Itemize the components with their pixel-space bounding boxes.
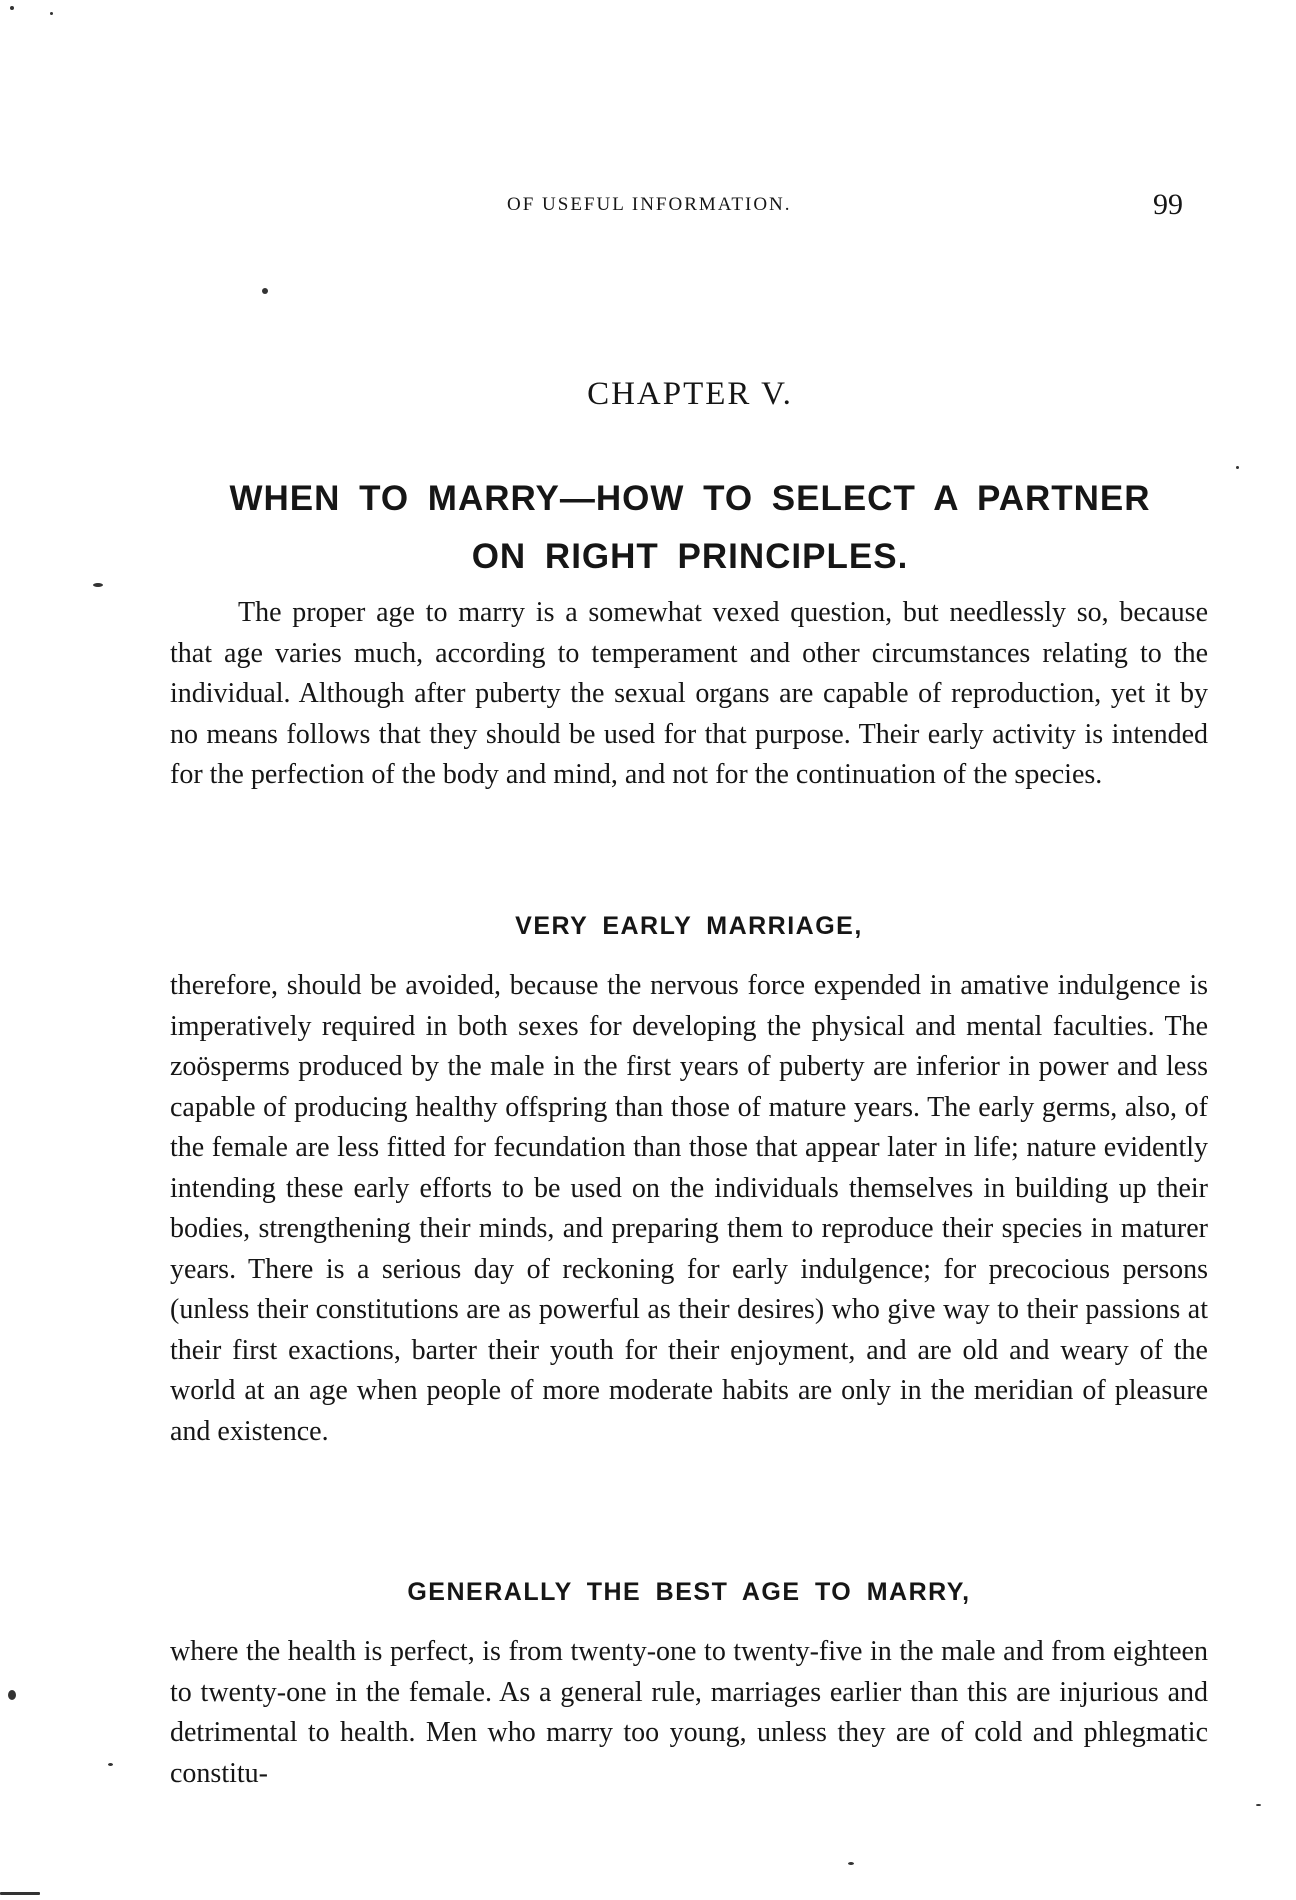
print-speck [93, 583, 103, 587]
print-speck [0, 1892, 40, 1895]
print-speck [8, 1690, 16, 1700]
chapter-number: CHAPTER V. [587, 376, 793, 412]
print-speck [50, 12, 53, 15]
print-speck [848, 1862, 854, 1865]
running-head [0, 188, 1296, 222]
chapter-title-line-2: ON RIGHT PRINCIPLES. [471, 537, 909, 576]
print-speck [262, 288, 268, 294]
print-speck [108, 1763, 113, 1766]
running-title: OF USEFUL INFORMATION. [507, 194, 792, 215]
section-heading-very-early-marriage: VERY EARLY MARRIAGE, [515, 912, 863, 940]
paragraph-proper-age: The proper age to marry is a somewhat vexed question, but needlessly so, because that age varies much, according to temperament and other circumstances relating to the individual. Although after puberty the sexual organs are capable of reproduction, yet it by no means follows that they should be used for that purpose. Their early activity is intended for the perfection of the body and mind, and not for the continuation of the species. [170, 597, 1208, 790]
section-heading-best-age: GENERALLY THE BEST AGE TO MARRY, [407, 1578, 971, 1606]
chapter-title [170, 470, 1210, 586]
chapter-title-line-1: WHEN TO MARRY—HOW TO SELECT A PARTNER [229, 479, 1151, 518]
print-speck [1256, 1804, 1261, 1806]
print-speck [10, 6, 14, 10]
print-speck [1236, 466, 1239, 469]
paragraph-best-age: where the health is perfect, is from twenty-one to twenty-five in the male and from eighteen to twenty-one in the female. As a general rule, marriages earlier than this are injurious and detrimental to health. Men who marry too young, unless they are of cold and phlegmatic constitu- [170, 1636, 1208, 1789]
page-number: 99 [1153, 188, 1183, 221]
paragraph-very-early-marriage: therefore, should be avoided, because the nervous force expended in amative indulgence is imperatively required in both sexes for developing the physical and mental faculties. The zoösperms produced by the male in the first years of puberty are inferior in power and less capable of producing healthy offspring than those of mature years. The early germs, also, of the female are less fitted for fecundation than those that appear later in life; nature evidently intending these early efforts to be used on the individuals themselves in building up their bodies, strengthening their minds, and preparing them to reproduce their species in maturer years. There is a serious day of reckoning for early indulgence; for precocious persons (unless their constitutions are as powerful as their desires) who give way to their passions at their first exactions, barter their youth for their enjoyment, and are old and weary of the world at an age when people of more moderate habits are only in the meridian of pleasure and existence. [170, 970, 1208, 1447]
